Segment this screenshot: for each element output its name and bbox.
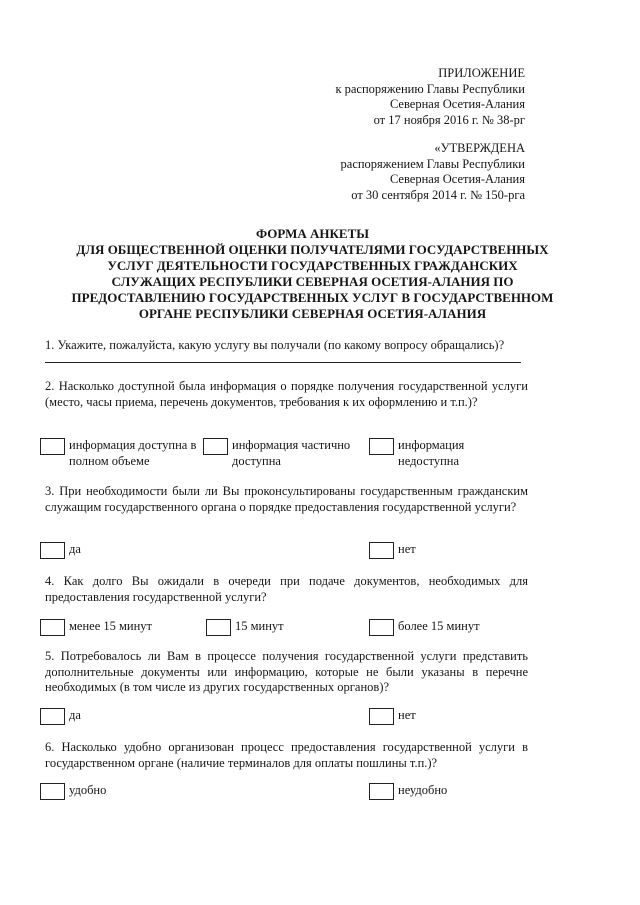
question-4-option-1[interactable] xyxy=(40,619,152,636)
question-3-option-yes[interactable] xyxy=(40,542,81,559)
title-line: ОРГАНЕ РЕСПУБЛИКИ СЕВЕРНАЯ ОСЕТИЯ-АЛАНИЯ xyxy=(138,306,487,321)
question-1-text: 1. Укажите, пожалуйста, какую услугу вы получали (по какому вопросу обращались)? xyxy=(45,338,505,352)
approved-line: Северная Осетия-Алания xyxy=(389,172,525,186)
title-line: ФОРМА АНКЕТЫ xyxy=(255,226,370,241)
question-6-text: 6. Насколько удобно организован процесс предоставления государственной услуги в государственном органе (наличие терминалов для оплаты пошлины т.п.)? xyxy=(45,740,528,770)
approved-line: распоряжением Главы Республики xyxy=(340,156,525,171)
checkbox[interactable] xyxy=(369,619,394,636)
checkbox[interactable] xyxy=(369,783,394,800)
checkbox[interactable] xyxy=(369,708,394,725)
checkbox[interactable] xyxy=(40,438,65,455)
approved-date: от 30 сентября 2014 г. № 150-рга xyxy=(351,187,525,202)
title-line: УСЛУГ ДЕЯТЕЛЬНОСТИ ГОСУДАРСТВЕННЫХ ГРАЖДАНСКИХ xyxy=(107,258,518,273)
approved-heading: «УТВЕРЖДЕНА xyxy=(434,141,525,155)
option-label: да xyxy=(69,708,81,722)
checkbox[interactable] xyxy=(40,619,65,636)
option-label: удобно xyxy=(69,783,107,797)
checkbox[interactable] xyxy=(203,438,228,455)
question-5-option-no[interactable] xyxy=(369,708,416,725)
option-label: информация доступна в полном объеме xyxy=(69,438,197,468)
question-2-option-1[interactable] xyxy=(40,438,209,469)
checkbox[interactable] xyxy=(40,783,65,800)
checkbox[interactable] xyxy=(40,542,65,559)
option-label: 15 минут xyxy=(235,619,284,633)
title-line: ПРЕДОСТАВЛЕНИЮ ГОСУДАРСТВЕННЫХ УСЛУГ В ГОСУДАРСТВЕННОМ xyxy=(71,290,554,305)
question-2-option-3[interactable] xyxy=(369,438,478,469)
title-line: СЛУЖАЩИХ РЕСПУБЛИКИ СЕВЕРНАЯ ОСЕТИЯ-АЛАНИЯ ПО xyxy=(111,274,514,289)
question-6-option-2[interactable] xyxy=(369,783,447,800)
option-label: нет xyxy=(398,542,416,556)
question-4-text: 4. Как долго Вы ожидали в очереди при подаче документов, необходимых для предоставления государственной услуги? xyxy=(45,574,528,604)
option-label: менее 15 минут xyxy=(69,619,152,633)
question-2-text: 2. Насколько доступной была информация о порядке получения государственной услуги (место, часы приема, перечень документов, требования к их оформлению и т.п.)? xyxy=(45,379,528,409)
checkbox[interactable] xyxy=(206,619,231,636)
option-label: более 15 минут xyxy=(398,619,480,633)
appendix-line: Северная Осетия-Алания xyxy=(389,97,525,111)
appendix-heading: ПРИЛОЖЕНИЕ xyxy=(438,66,525,80)
question-4-option-2[interactable] xyxy=(206,619,284,636)
checkbox[interactable] xyxy=(369,542,394,559)
question-6-option-1[interactable] xyxy=(40,783,106,800)
question-3-text: 3. При необходимости были ли Вы проконсультированы государственным гражданским служащим государственного органа о порядке предоставления государственной услуги? xyxy=(45,484,528,514)
question-2-option-2[interactable] xyxy=(203,438,360,469)
form-title xyxy=(40,226,585,322)
question-3-option-no[interactable] xyxy=(369,542,416,559)
appendix-date: от 17 ноября 2016 г. № 38-рг xyxy=(373,112,525,127)
appendix-line: к распоряжению Главы Республики xyxy=(335,81,525,96)
option-label: информация частично доступна xyxy=(232,438,351,468)
question-5-option-yes[interactable] xyxy=(40,708,81,725)
checkbox[interactable] xyxy=(40,708,65,725)
question-5-text: 5. Потребовалось ли Вам в процессе получения государственной услуги представить дополнительные документы или информацию, которые не были указаны в перечне необходимых (в том числе из других государственных органов)? xyxy=(45,649,528,694)
checkbox[interactable] xyxy=(369,438,394,455)
title-line: ДЛЯ ОБЩЕСТВЕННОЙ ОЦЕНКИ ПОЛУЧАТЕЛЯМИ ГОСУДАРСТВЕННЫХ xyxy=(76,242,549,257)
question-1-answer-line[interactable] xyxy=(45,362,521,363)
option-label: нет xyxy=(398,708,416,722)
option-label: неудобно xyxy=(398,783,448,797)
question-4-option-3[interactable] xyxy=(369,619,480,636)
option-label: да xyxy=(69,542,81,556)
approved-block xyxy=(341,141,525,203)
appendix-block xyxy=(335,66,525,128)
option-label: информация недоступна xyxy=(398,438,465,468)
